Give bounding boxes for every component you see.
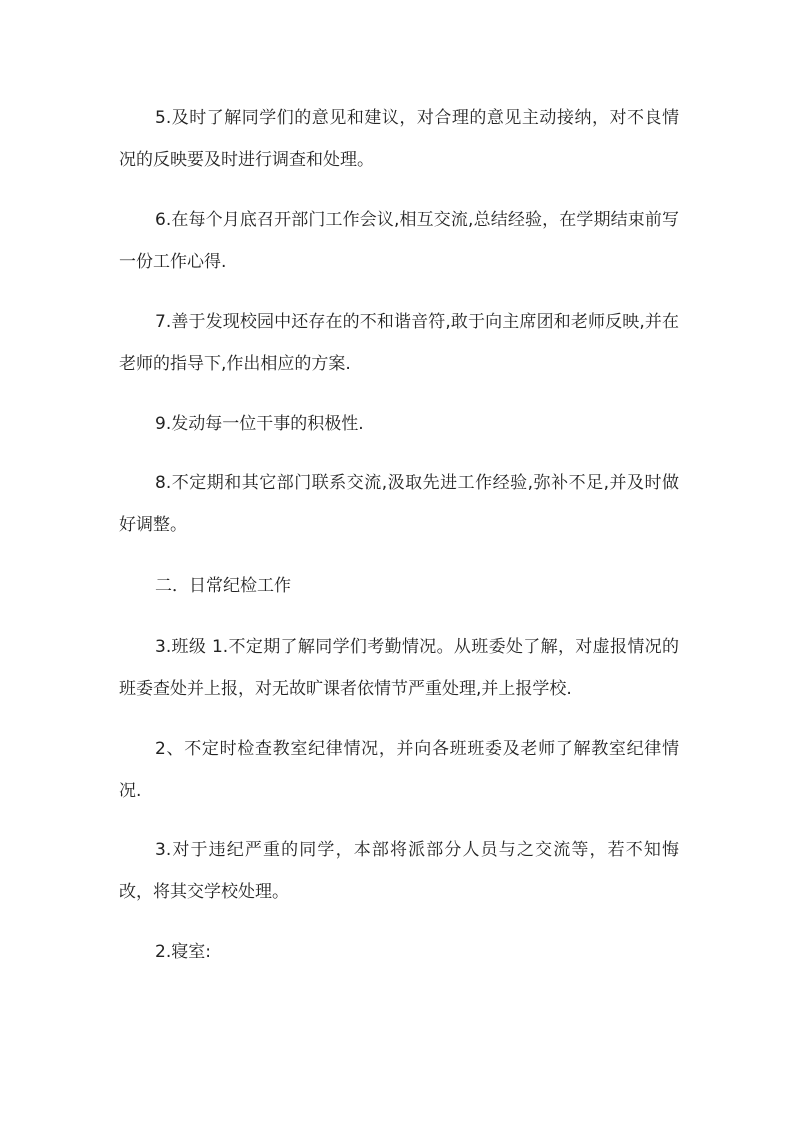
section-heading: 二．日常纪检工作: [155, 576, 291, 596]
paragraph-classroom-discipline: 2、不定时检查教室纪律情况，并向各班班委及老师了解教室纪律情况.: [119, 739, 679, 801]
paragraph-class: 3.班级 1.不定期了解同学们考勤情况。从班委处了解，对虚报情况的班委查处并上报，对无故旷课者依情节严重处理,并上报学校.: [119, 637, 679, 699]
paragraph-serious-violations: 3.对于违纪严重的同学，本部将派部分人员与之交流等，若不知悔改，将其交学校处理。: [119, 840, 679, 902]
paragraph-9: 9.发动每一位干事的积极性.: [155, 414, 364, 434]
paragraph-5: 5.及时了解同学们的意见和建议，对合理的意见主动接纳，对不良情况的反映要及时进行调查和处理。: [119, 108, 679, 170]
paragraph-7: 7.善于发现校园中还存在的不和谐音符,敢于向主席团和老师反映,并在老师的指导下,作出相应的方案.: [119, 312, 679, 374]
paragraph-8: 8.不定期和其它部门联系交流,汲取先进工作经验,弥补不足,并及时做好调整。: [119, 473, 679, 535]
paragraph-6: 6.在每个月底召开部门工作会议,相互交流,总结经验，在学期结束前写一份工作心得.: [119, 210, 679, 272]
paragraph-dormitory: 2.寝室:: [155, 942, 211, 962]
